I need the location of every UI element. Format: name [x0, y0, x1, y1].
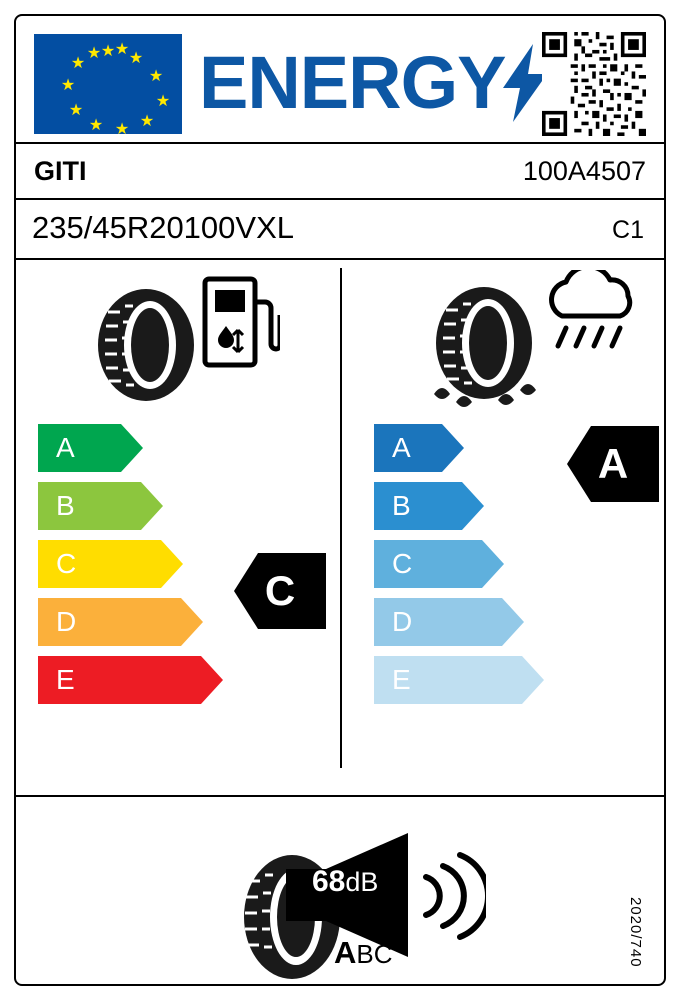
wet-grade-b-letter: B [392, 490, 411, 521]
fuel-pump-icon [202, 276, 280, 368]
wet-grade-d-letter: D [392, 606, 413, 637]
main-panel [16, 260, 664, 795]
noise-value [312, 865, 378, 899]
noise-db-unit: dB [345, 867, 379, 897]
noise-class [334, 935, 393, 971]
fuel-grade-a-letter: A [56, 432, 75, 463]
fuel-result-badge [234, 553, 326, 629]
tire-size: 235/45R20100VXL [32, 210, 295, 245]
rain-cloud-icon [536, 270, 646, 370]
lightning-bolt-icon [503, 44, 547, 122]
qr-code-icon [542, 32, 646, 136]
energy-label-card [14, 14, 666, 986]
fuel-grade-e-letter: E [56, 664, 75, 695]
fuel-result-letter: C [264, 567, 296, 614]
wet-result-letter: A [597, 440, 629, 487]
page-title: ENERGY [199, 41, 506, 124]
noise-panel [16, 797, 664, 986]
fuel-grade-b-letter: B [56, 490, 75, 521]
fuel-grade-c-letter: C [56, 548, 77, 579]
noise-class-inactive: BC [356, 939, 393, 969]
label-header [16, 16, 664, 142]
wet-result-badge [567, 426, 659, 502]
wet-grade-a-letter: A [392, 432, 411, 463]
tire-size-row [16, 200, 664, 258]
brand-code: 100A4507 [522, 156, 646, 186]
wet-grade-c-letter: C [392, 548, 413, 579]
eu-flag-icon: ★ ★ ★ ★ ★ ★ ★ ★ ★ ★ ★ ★ [34, 34, 182, 134]
wet-grade-e-letter: E [392, 664, 411, 695]
brand-name: GITI [34, 156, 87, 186]
brand-row [16, 144, 664, 198]
tire-icon [94, 286, 198, 404]
vertical-divider [340, 268, 342, 768]
tire-class: C1 [612, 216, 644, 244]
noise-db-number: 68 [312, 865, 346, 898]
wet-tire-icon [426, 286, 542, 412]
fuel-grade-d-letter: D [56, 606, 77, 637]
label-year: 2020/740 [627, 897, 644, 968]
noise-class-active: A [334, 935, 357, 970]
